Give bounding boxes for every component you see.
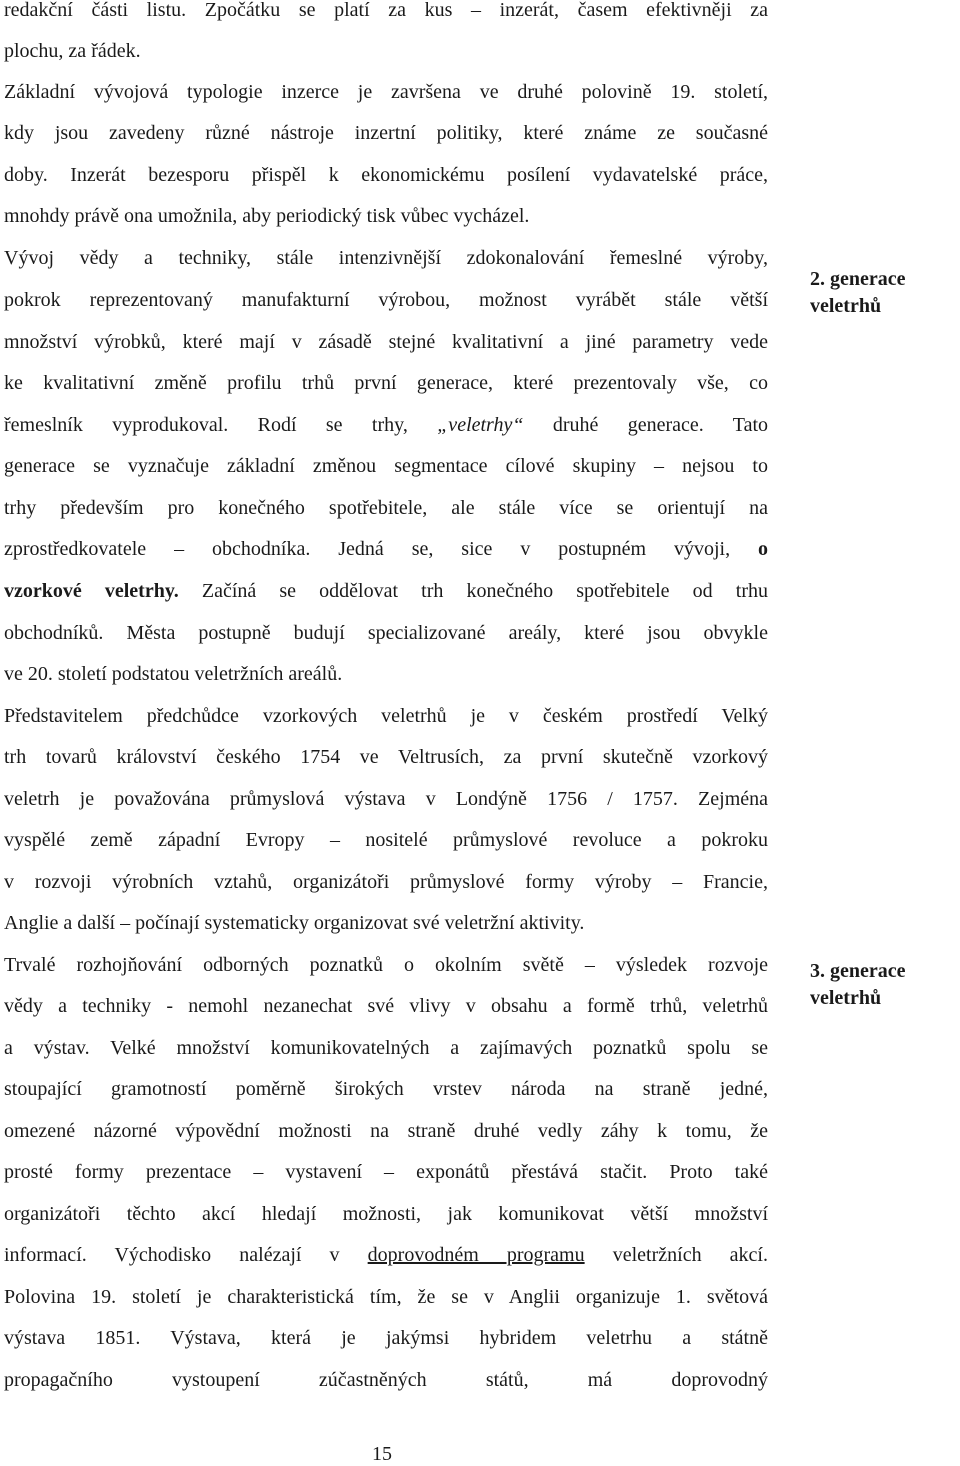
text-run: výstava 1851. Výstava, která je jakýmsi hybridem veletrhu a státně [4,1327,768,1349]
text-line [4,1285,768,1309]
text-run: ve 20. století podstatou veletržních areálů. [4,663,343,685]
text-run: omezené názorné výpovědní možnosti na straně druhé vedly záhy k tomu, že [4,1120,768,1142]
text-run: kdy jsou zavedeny různé nástroje inzertní politiky, které známe ze současné [4,122,768,144]
text-run: zprostředkovatele – obchodníka. Jedná se, sice v postupném vývoji, [4,538,758,560]
margin-note-line: 2. generace [810,268,906,290]
text-run: mnohdy právě ona umožnila, aby periodický tisk vůbec vycházel. [4,205,530,227]
text-line [4,537,768,561]
page-number: 15 [372,1443,392,1465]
text-line [4,953,768,977]
text-line [4,662,342,686]
text-line [4,828,768,852]
text-line [4,1119,768,1143]
text-run: doby. Inzerát bezesporu přispěl k ekonomickému posílení vydavatelské práce, [4,164,768,186]
margin-note-third-generation [810,958,960,1012]
text-run: Vývoj vědy a techniky, stále intenzivnější zdokonalování řemeslné výroby, [4,247,768,269]
text-run: veletrh je považována průmyslová výstava v Londýně 1756 / 1757. Zejména [4,788,768,810]
text-run: trhy především pro konečného spotřebitele, ale stále více se orientují na [4,497,768,519]
text-run: vyspělé země západní Evropy – nositelé průmyslové revoluce a pokroku [4,829,768,851]
text-run: informací. Východisko nalézají v [4,1244,368,1266]
margin-note-line: veletrhů [810,987,882,1009]
text-line [4,454,768,478]
text-line [4,579,768,603]
text-run: trh tovarů království českého 1754 ve Veltrusích, za první skutečně vzorkový [4,746,768,768]
text-line [4,704,768,728]
text-line [4,330,768,354]
bold-text: vzorkové veletrhy. [4,580,179,602]
text-run: Základní vývojová typologie inzerce je završena ve druhé polovině 19. století, [4,81,768,103]
text-run: a výstav. Velké množství komunikovatelných a zajímavých poznatků spolu se [4,1037,768,1059]
text-run: vědy a techniky - nemohl nezanechat své vlivy v obsahu a formě trhů, veletrhů [4,995,768,1017]
underlined-text: doprovodném programu [367,1244,585,1266]
text-run: množství výrobků, které mají v zásadě stejné kvalitativní a jiné parametry vede [4,331,768,353]
text-line [4,1077,768,1101]
text-line [4,39,141,63]
text-run: ke kvalitativní změně profilu trhů první generace, které prezentovaly vše, co [4,372,768,394]
text-line [4,1160,768,1184]
text-run: Polovina 19. století je charakteristická tím, že se v Anglii organizuje 1. světová [4,1286,768,1308]
text-line [4,745,768,769]
text-run: pokrok reprezentovaný manufakturní výrobou, možnost vyrábět stále větší [4,289,768,311]
text-line [4,163,768,187]
text-line [4,246,768,270]
text-run: propagačního vystoupení zúčastněných států, má doprovodný [4,1369,768,1391]
text-line [4,371,768,395]
bold-text: o [758,538,768,560]
margin-note-line: 3. generace [810,960,906,982]
text-run: Začíná se oddělovat trh konečného spotřebitele od trhu [178,580,769,602]
text-run: organizátoři těchto akcí hledají možnosti, jak komunikovat větší množství [4,1203,768,1225]
text-line [4,994,768,1018]
text-run: plochu, za řádek. [4,40,141,62]
text-line [4,413,768,437]
text-line [4,288,768,312]
text-run: veletržních akcí. [584,1244,768,1266]
margin-note-second-generation [810,266,960,320]
text-run: prosté formy prezentace – vystavení – exponátů přestává stačit. Proto také [4,1161,768,1183]
text-run: redakční části listu. Zpočátku se platí za kus – inzerát, časem efektivněji za [4,0,768,21]
text-line [4,1202,768,1226]
text-run: obchodníků. Města postupně budují specializované areály, které jsou obvykle [4,622,768,644]
text-line [4,1368,768,1392]
text-run: Trvalé rozhojňování odborných poznatků o okolním světě – výsledek rozvoje [4,954,768,976]
text-line [4,787,768,811]
text-line [4,496,768,520]
text-run: Anglie a další – počínají systematicky organizovat své veletržní aktivity. [4,912,585,934]
text-line [4,1243,768,1267]
text-line [4,204,668,228]
text-run: Představitelem předchůdce vzorkových veletrhů je v českém prostředí Velký [4,705,768,727]
text-run: stoupající gramotností poměrně širokých vrstev národa na straně jedné, [4,1078,768,1100]
text-run: v rozvoji výrobních vztahů, organizátoři průmyslové formy výroby – Francie, [4,871,768,893]
text-line [4,0,768,22]
text-line [4,80,768,104]
text-run: řemeslník vyprodukoval. Rodí se trhy, [4,414,438,436]
margin-note-line: veletrhů [810,295,882,317]
text-line [4,870,768,894]
text-line [4,621,768,645]
text-line [4,1326,768,1350]
text-run: druhé generace. Tato [523,414,769,436]
text-run: generace se vyznačuje základní změnou segmentace cílové skupiny – nejsou to [4,455,768,477]
emphasis-veletrhy: „veletrhy“ [437,414,524,436]
text-line [4,911,584,935]
text-line [4,1036,768,1060]
text-line [4,121,768,145]
